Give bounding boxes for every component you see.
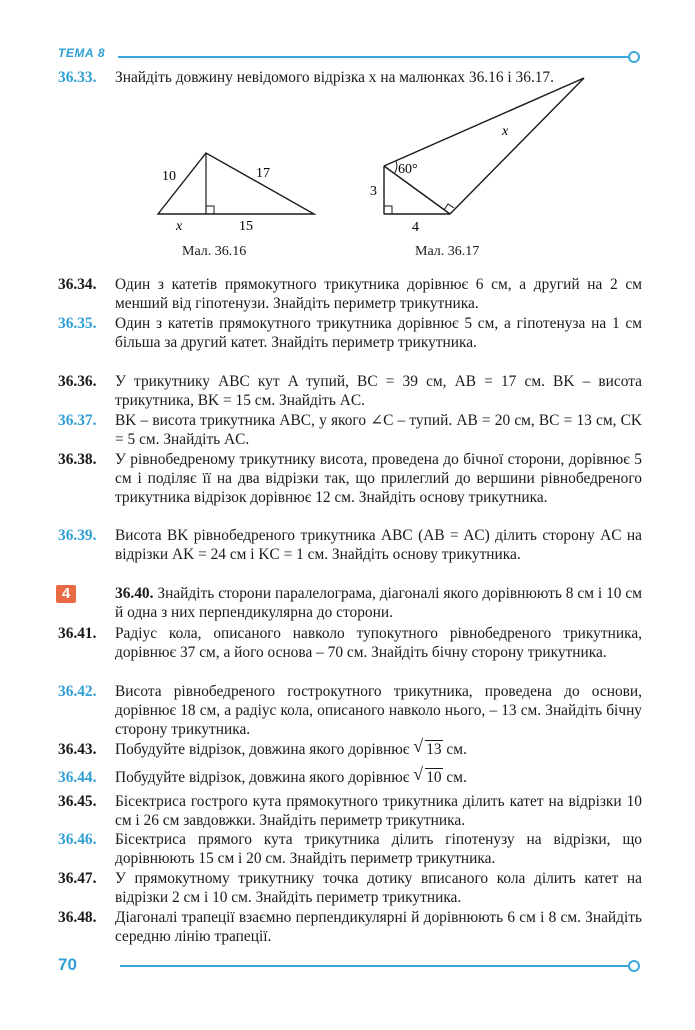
problem-number: 36.36.	[58, 373, 97, 390]
problem-36-46	[58, 830, 642, 868]
label-4: 4	[412, 220, 419, 233]
outer-leg	[450, 78, 584, 214]
page-number: 70	[58, 955, 77, 974]
right-angle-mark-1	[384, 206, 392, 214]
angle-arc	[394, 161, 397, 174]
text-after: см.	[442, 741, 467, 758]
problem-number: 36.48.	[58, 909, 97, 926]
problem-text: Діагоналі трапеції взаємно перпендикулярні й дорівнюють 6 см і 8 см. Знайдіть середню лінію трапеції.	[115, 909, 642, 945]
problem-text: Радіус кола, описаного навколо тупокутного рівнобедреного трикутника, дорівнює 37 см, а його основа – 70 см. Знайдіть бічну сторону трикутника.	[115, 625, 642, 661]
problem-text	[115, 764, 642, 787]
problem-text	[115, 736, 642, 759]
problem-text: Один з катетів прямокутного трикутника дорівнює 5 см, а гіпотенуза на 1 см більша за другий катет. Знайдіть периметр трикутника.	[115, 315, 642, 351]
problem-text: Знайдіть довжину невідомого відрізка x на малюнках 36.16 і 36.17.	[115, 69, 554, 86]
problem-number: 36.34.	[58, 276, 97, 293]
right-angle-mark-2	[444, 204, 454, 210]
problem-body: Знайдіть сторони паралелограма, діагоналі якого дорівнюють 8 см і 10 см й одна з них перпендикулярна до сторони.	[115, 585, 642, 621]
problem-number: 36.38.	[58, 451, 97, 468]
label-3: 3	[370, 184, 377, 199]
problem-text: У трикутнику ABC кут A тупий, BC = 39 см, AB = 17 см. BK – висота трикутника, BK = 15 см. Знайдіть AC.	[115, 373, 642, 409]
problem-number: 36.39.	[58, 527, 97, 544]
problem-text: Бісектриса гострого кута прямокутного трикутника ділить катет на відрізки 10 см і 26 см завдовжки. Знайдіть периметр трикутника.	[115, 793, 642, 829]
problem-number: 36.44.	[58, 769, 97, 786]
header-rule-end-circle	[628, 51, 640, 63]
problem-text	[115, 584, 642, 622]
problem-36-38	[58, 450, 642, 507]
header-rule	[118, 56, 630, 58]
text-after: см.	[442, 769, 467, 786]
square-root	[413, 736, 442, 759]
problem-36-37	[58, 411, 642, 449]
caption-36-17: Мал. 36.17	[415, 244, 480, 259]
problem-number: 36.35.	[58, 315, 97, 332]
hypotenuse-outer	[384, 78, 584, 166]
label-10: 10	[162, 169, 176, 184]
radicand: 13	[426, 741, 442, 758]
problem-text: Висота BK рівнобедреного трикутника ABC (AB = AC) ділить сторону AC на відрізки AK = 24 см і KC = 1 см. Знайдіть основу трикутника.	[115, 527, 642, 563]
problem-text: BK – висота трикутника ABC, у якого ∠C – тупий. AB = 20 см, BC = 13 см, CK = 5 см. Знайдіть AC.	[115, 412, 642, 448]
footer-rule	[120, 965, 630, 967]
problem-number: 36.40.	[115, 585, 154, 602]
radical-sign-icon: √	[413, 736, 424, 756]
radical-sign-icon: √	[413, 764, 424, 784]
square-root	[413, 764, 442, 787]
problem-number: 36.43.	[58, 741, 97, 758]
problem-text: У рівнобедреному трикутнику висота, проведена до бічної сторони, дорівнює 5 см і поділяє її на два відрізки так, що прилеглий до вершини рівнобедреного трикутника відрізок дорівнює 12 см. Знайдіть основу трикутника.	[115, 451, 642, 506]
problem-number: 36.33.	[58, 69, 97, 86]
problem-36-44	[58, 764, 642, 787]
problem-text: Висота рівнобедреного гострокутного трикутника, проведена до основи, дорівнює 18 см, а радіус кола, описаного навколо нього, – 13 см. Знайдіть бічну сторону трикутника.	[115, 683, 642, 738]
label-15: 15	[239, 219, 253, 234]
label-17: 17	[256, 166, 270, 181]
figure-36-16	[154, 148, 324, 234]
problem-36-42	[58, 682, 642, 739]
text-before: Побудуйте відрізок, довжина якого дорівнює	[115, 741, 414, 758]
problem-number: 36.37.	[58, 412, 97, 429]
problem-number: 36.47.	[58, 870, 97, 887]
problem-36-47	[58, 869, 642, 907]
text-before: Побудуйте відрізок, довжина якого дорівнює	[115, 769, 414, 786]
footer-rule-end-circle	[628, 960, 640, 972]
problem-number: 36.45.	[58, 793, 97, 810]
problem-text: Один з катетів прямокутного трикутника дорівнює 6 см, а другий на 2 см менший від гіпотенузи. Знайдіть периметр трикутника.	[115, 276, 642, 312]
triangle-shape	[158, 153, 314, 214]
radicand: 10	[426, 769, 442, 786]
problem-36-43	[58, 736, 642, 759]
problem-36-48	[58, 908, 642, 946]
label-60: 60°	[398, 162, 418, 177]
problem-36-39	[58, 526, 642, 564]
caption-36-16: Мал. 36.16	[182, 244, 247, 259]
level-badge: 4	[56, 585, 76, 603]
theme-header: ТЕМА 8	[58, 46, 106, 60]
problem-text: Бісектриса прямого кута трикутника ділить гіпотенузу на відрізки, що дорівнюють 15 см і 20 см. Знайдіть периметр трикутника.	[115, 831, 642, 867]
figure-36-17	[368, 73, 598, 233]
problem-text: У прямокутному трикутнику точка дотику вписаного кола ділить катет на відрізки 2 см і 10 см. Знайдіть периметр трикутника.	[115, 870, 642, 906]
problem-number: 36.42.	[58, 683, 97, 700]
problem-36-40	[58, 584, 642, 622]
right-angle-mark	[206, 206, 214, 214]
problem-36-41	[58, 624, 642, 662]
problem-36-34	[58, 275, 642, 313]
problem-36-35	[58, 314, 642, 352]
problem-number: 36.46.	[58, 831, 97, 848]
problem-36-36	[58, 372, 642, 410]
problem-36-45	[58, 792, 642, 830]
label-x: x	[502, 124, 509, 139]
problem-number: 36.41.	[58, 625, 97, 642]
label-x: x	[176, 219, 183, 234]
